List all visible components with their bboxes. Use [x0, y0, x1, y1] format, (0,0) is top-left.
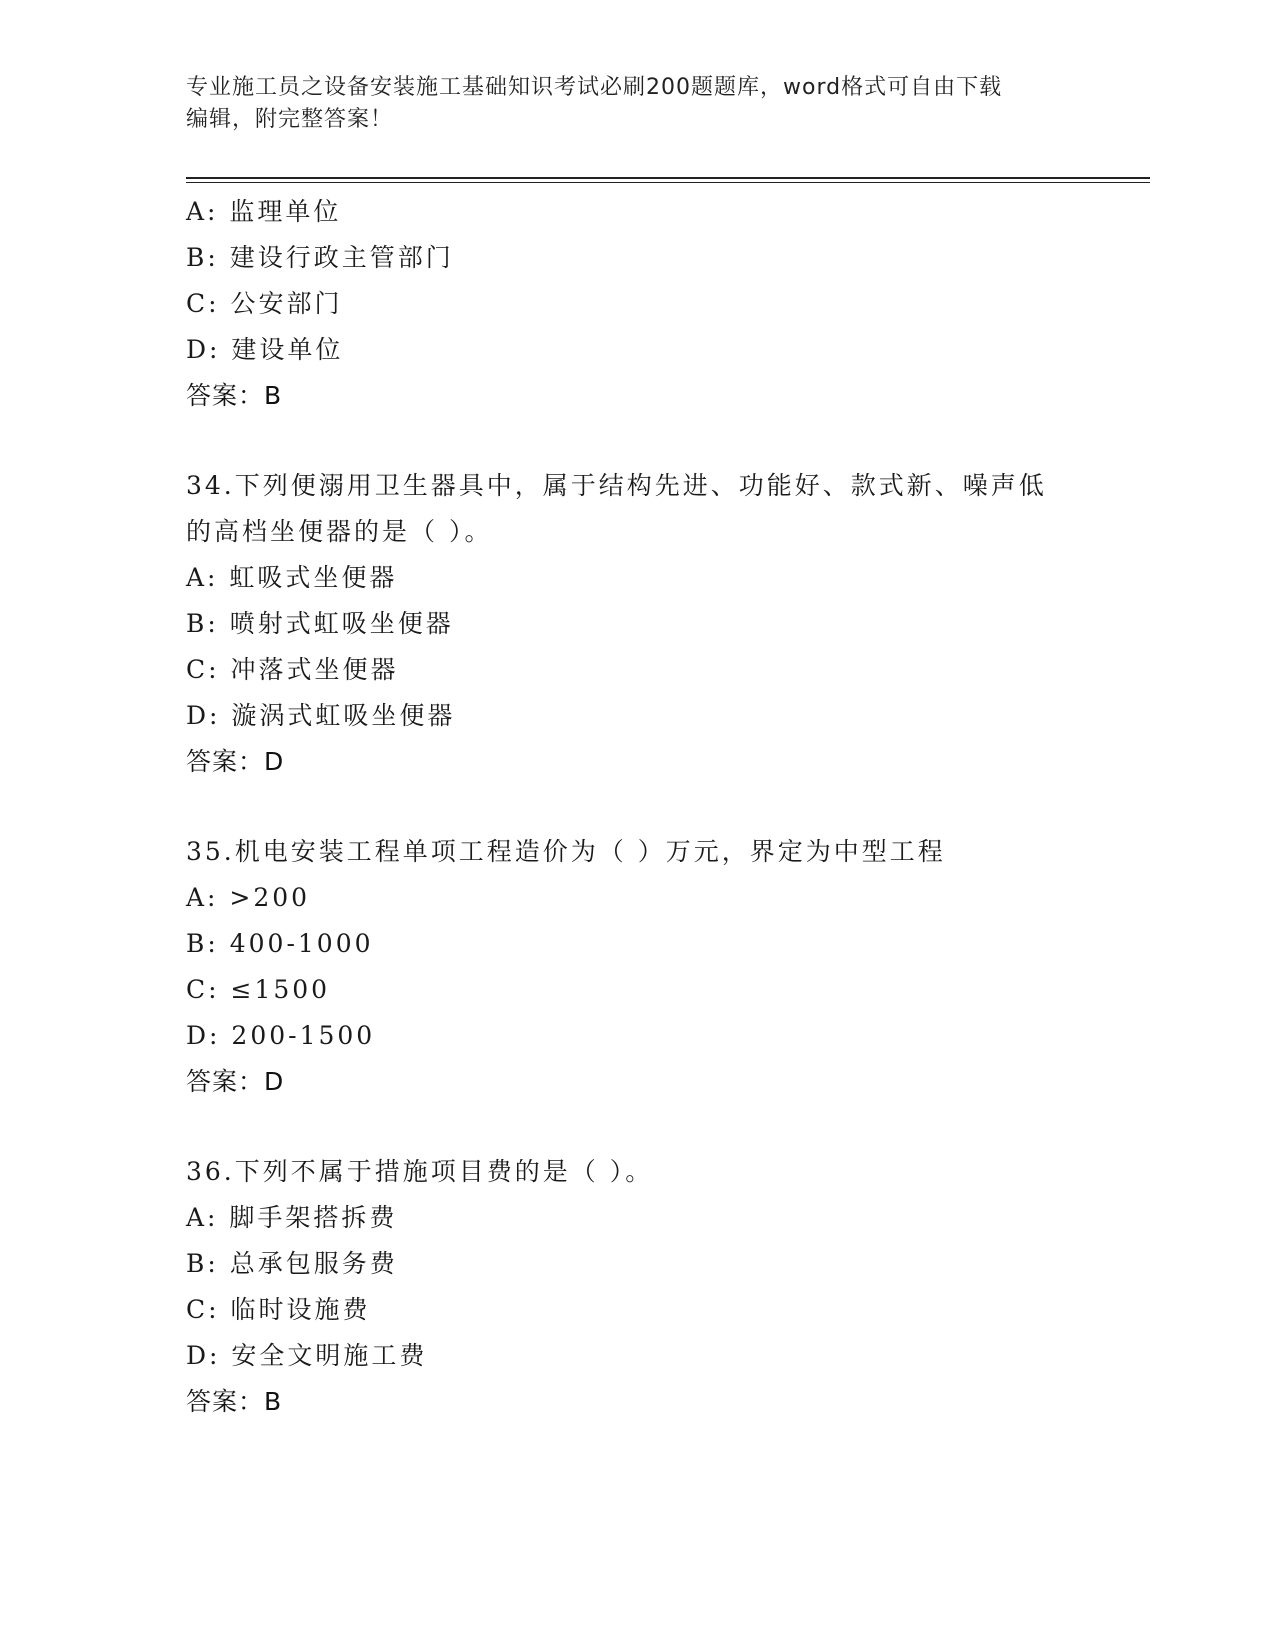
header-divider-thick	[186, 177, 1150, 179]
option-b: B: 总承包服务费	[186, 1249, 398, 1278]
question-text: 的高档坐便器的是（ ）。	[186, 517, 493, 546]
question-block-33	[186, 189, 1086, 419]
option-d: D: 200-1500	[186, 1021, 376, 1050]
question-content	[186, 189, 1086, 1425]
answer-line: 答案：D	[186, 747, 285, 776]
question-text: 34.下列便溺用卫生器具中，属于结构先进、功能好、款式新、噪声低	[186, 471, 1047, 500]
header-line-1: 专业施工员之设备安装施工基础知识考试必刷200题题库，word格式可自由下载	[186, 75, 1003, 100]
question-text: 36.下列不属于措施项目费的是（ ）。	[186, 1157, 654, 1186]
option-d: D: 漩涡式虹吸坐便器	[186, 701, 456, 730]
option-b: B: 建设行政主管部门	[186, 243, 454, 272]
document-header	[186, 72, 1066, 136]
option-a: A: 脚手架搭拆费	[186, 1203, 398, 1232]
question-block-36	[186, 1149, 1086, 1425]
answer-line: 答案：B	[186, 1387, 283, 1416]
option-a: A: 虹吸式坐便器	[186, 563, 398, 592]
question-block-34	[186, 463, 1086, 785]
option-a: A: 监理单位	[186, 197, 342, 226]
header-divider-thin	[186, 182, 1150, 183]
option-c: C: 临时设施费	[186, 1295, 371, 1324]
option-a: A: >200	[186, 883, 311, 912]
option-d: D: 建设单位	[186, 335, 344, 364]
header-line-2: 编辑，附完整答案！	[186, 107, 394, 132]
option-c: C: 冲落式坐便器	[186, 655, 399, 684]
question-text: 35.机电安装工程单项工程造价为（ ）万元，界定为中型工程	[186, 837, 946, 866]
question-block-35	[186, 829, 1086, 1105]
option-c: C: 公安部门	[186, 289, 343, 318]
answer-line: 答案：D	[186, 1067, 285, 1096]
answer-line: 答案：B	[186, 381, 283, 410]
option-c: C: ≤1500	[186, 975, 331, 1004]
option-b: B: 喷射式虹吸坐便器	[186, 609, 454, 638]
option-d: D: 安全文明施工费	[186, 1341, 428, 1370]
option-b: B: 400-1000	[186, 929, 374, 958]
